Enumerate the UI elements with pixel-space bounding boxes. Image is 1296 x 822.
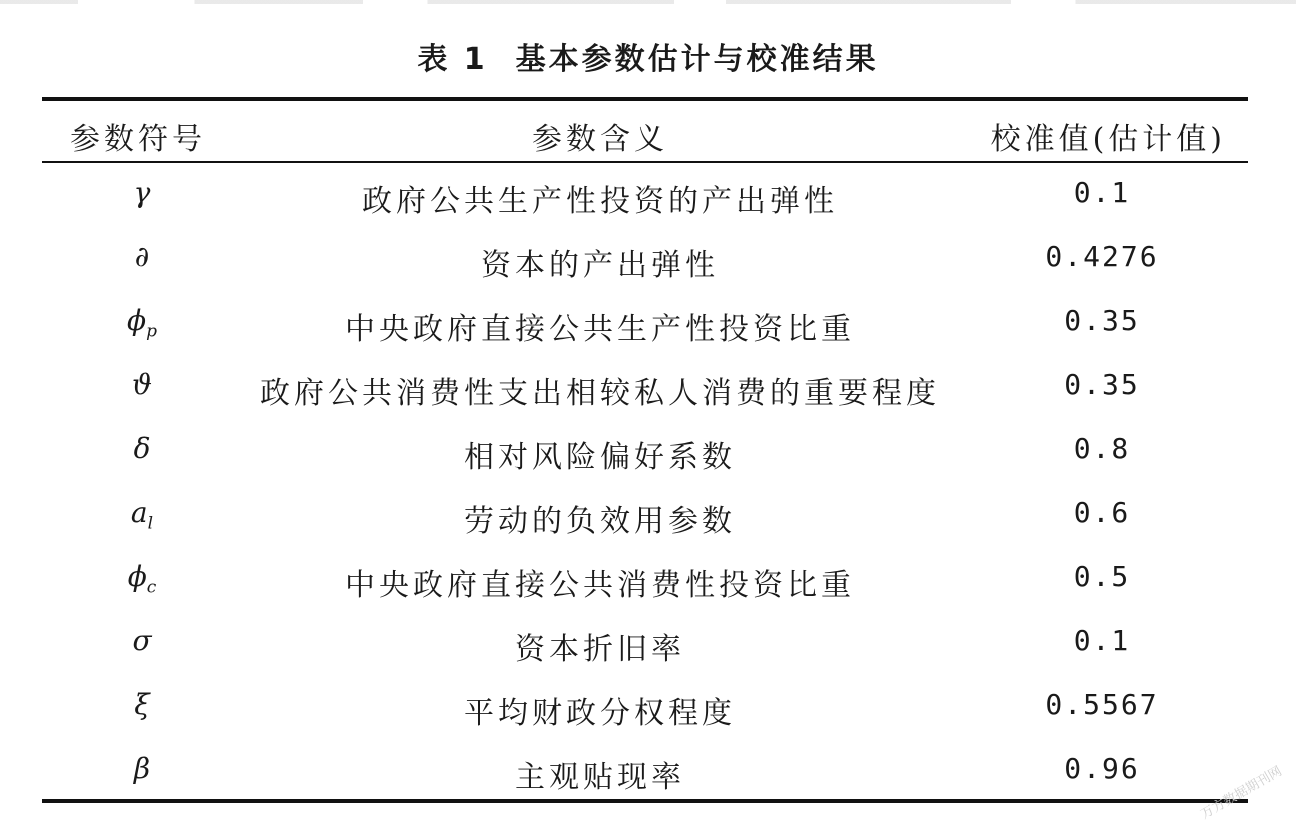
param-symbol: ϑ [131,368,152,401]
table-bottom-rule [42,799,1248,803]
param-meaning: 平均财政分权程度 [464,696,736,731]
param-symbol: $a_l$ [130,496,154,534]
param-meaning: 相对风险偏好系数 [464,440,736,475]
param-value: 0.5 [1073,560,1131,593]
watermark: 万方数据期刊网 [1198,763,1285,822]
param-meaning: 劳动的负效用参数 [464,504,736,539]
param-value: 0.96 [1064,752,1140,785]
table-row [42,162,1248,226]
param-symbol: $\phi_p$ [127,304,157,342]
table-title: 基本参数估计与校准结果 [515,42,879,77]
param-value: 0.8 [1073,432,1131,465]
param-value: 0.6 [1073,496,1131,529]
param-symbol: ξ [134,688,150,721]
table-row [42,738,1248,802]
param-meaning: 政府公共生产性投资的产出弹性 [362,184,838,219]
header-meaning: 参数含义 [532,122,668,157]
param-value: 0.35 [1064,368,1140,401]
table-caption [0,34,1296,78]
param-symbol: δ [133,432,151,465]
param-meaning: 资本折旧率 [515,632,685,667]
table-number: 表 1 [417,42,488,77]
param-value: 0.4276 [1045,240,1159,273]
table-top-rule [42,97,1248,101]
param-symbol: ∂ [134,240,150,273]
table-row [42,290,1248,354]
table-row [42,482,1248,546]
param-value: 0.1 [1073,176,1131,209]
param-symbol: σ [132,624,152,657]
table-row [42,418,1248,482]
param-symbol: γ [133,176,151,209]
param-symbol: $\phi_c$ [127,560,157,598]
param-meaning: 资本的产出弹性 [481,248,719,283]
table-row [42,610,1248,674]
param-value: 0.35 [1064,304,1140,337]
table-header [42,106,1248,158]
table-row [42,226,1248,290]
table-row [42,354,1248,418]
param-value: 0.1 [1073,624,1131,657]
param-meaning: 主观贴现率 [515,760,685,795]
table-row [42,546,1248,610]
param-meaning: 中央政府直接公共生产性投资比重 [345,312,855,347]
header-symbol: 参数符号 [70,122,206,157]
table-row [42,674,1248,738]
param-value: 0.5567 [1045,688,1159,721]
table-body [42,162,1248,802]
top-edge-decoration [0,0,1296,4]
header-value: 校准值(估计值) [990,122,1226,157]
param-meaning: 政府公共消费性支出相较私人消费的重要程度 [260,376,940,411]
param-meaning: 中央政府直接公共消费性投资比重 [345,568,855,603]
param-symbol: β [133,752,151,785]
